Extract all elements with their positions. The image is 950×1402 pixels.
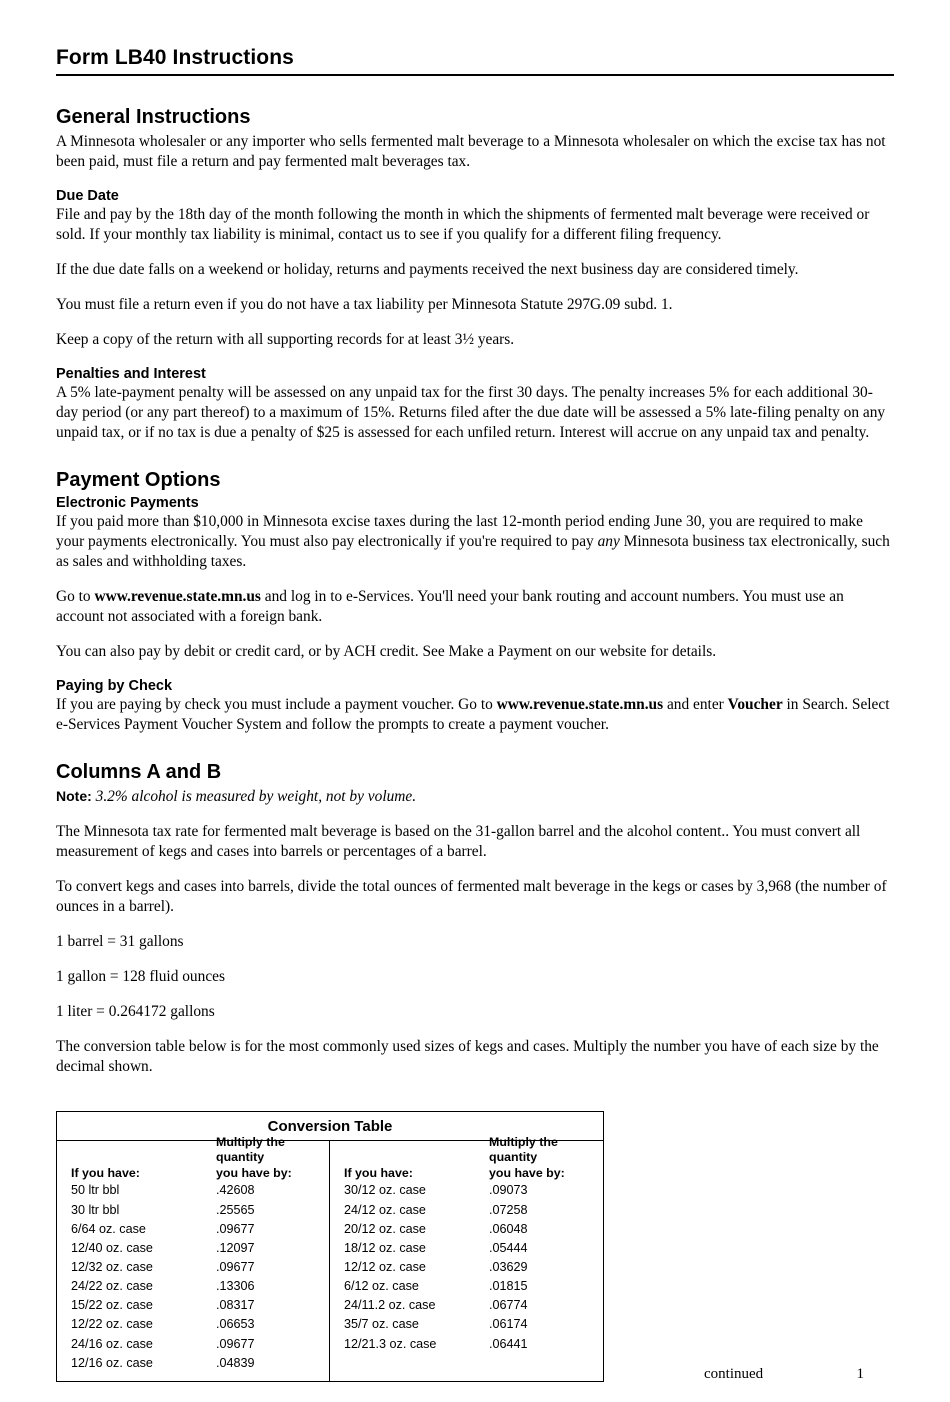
electronic-p1-part1: If you paid more than $10,000 in Minnesota excise taxes during the last 12-month period ending June 30, you are required to make your payments electronically. You must also pay electronically if you're required to pay <box>56 513 863 551</box>
footer-continued: continued <box>704 1365 764 1382</box>
header-multiply-left <box>216 1135 315 1182</box>
row-size: 18/12 oz. case <box>344 1240 426 1255</box>
conversion-table-header-right <box>344 1134 589 1181</box>
electronic-p1-emphasis: any <box>597 533 620 551</box>
page-title: Form LB40 Instructions <box>56 46 294 69</box>
note-text: 3.2% alcohol is measured by weight, not by volume. <box>95 788 417 806</box>
row-factor: .06441 <box>489 1336 528 1351</box>
check-p1-part1: If you are paying by check you must include a payment voucher. Go to <box>56 696 497 714</box>
row-size: 12/16 oz. case <box>71 1355 153 1370</box>
header-multiply-right-line1: Multiply the quantity <box>489 1134 558 1165</box>
row-size: 24/12 oz. case <box>344 1202 426 1217</box>
header-multiply-left-line2: you have by: <box>216 1165 292 1180</box>
row-factor: .06774 <box>489 1298 528 1313</box>
header-if-you-have-left: If you have: <box>71 1165 140 1180</box>
table-row <box>344 1296 589 1315</box>
row-factor: .03629 <box>489 1260 528 1274</box>
table-row <box>71 1220 315 1239</box>
heading-due-date: Due Date <box>56 188 119 205</box>
conversion-table-right-rows <box>344 1181 589 1353</box>
row-size: 6/12 oz. case <box>344 1279 419 1294</box>
table-row <box>71 1258 315 1277</box>
row-size: 20/12 oz. case <box>344 1221 426 1236</box>
row-size: 12/12 oz. case <box>344 1260 426 1274</box>
row-factor: .25565 <box>216 1202 255 1217</box>
note-label: Note: <box>56 788 92 805</box>
row-factor: .08317 <box>216 1298 255 1313</box>
conversion-gallon-ounces: 1 gallon = 128 fluid ounces <box>56 968 225 986</box>
conversion-table-right-column <box>330 1134 603 1380</box>
conversion-table-title: Conversion Table <box>57 1112 603 1141</box>
row-size: 6/64 oz. case <box>71 1221 146 1236</box>
row-size: 12/40 oz. case <box>71 1240 153 1255</box>
electronic-payments-paragraph-3: You can also pay by debit or credit card, or by ACH credit. See Make a Payment on our website for details. <box>56 643 717 661</box>
table-row <box>344 1220 589 1239</box>
table-row <box>344 1181 589 1200</box>
heading-payment-options: Payment Options <box>56 469 221 492</box>
check-p1-part3: in Search. Select e-Services Payment Voucher System and follow the prompts to create a payment voucher. <box>56 696 890 734</box>
table-row <box>344 1239 589 1258</box>
table-row <box>71 1354 315 1373</box>
columns-paragraph-2: To convert kegs and cases into barrels, divide the total ounces of fermented malt beverage in the kegs or cases by 3,968 (the number of ounces in a barrel). <box>56 878 887 916</box>
general-instructions-intro: A Minnesota wholesaler or any importer who sells fermented malt beverage to a Minnesota wholesaler on which the excise tax has not been paid, must file a return and pay fermented malt beverages tax. <box>56 133 886 171</box>
table-row <box>71 1296 315 1315</box>
row-factor: .04839 <box>216 1355 255 1370</box>
table-row <box>71 1315 315 1334</box>
table-row <box>344 1277 589 1296</box>
row-factor: .42608 <box>216 1183 255 1198</box>
row-factor: .06048 <box>489 1221 528 1236</box>
table-row <box>71 1277 315 1296</box>
row-factor: .13306 <box>216 1279 255 1294</box>
table-row <box>344 1335 589 1354</box>
row-size: 12/22 oz. case <box>71 1317 153 1332</box>
electronic-payments-paragraph-1 <box>56 512 894 572</box>
title-divider <box>56 74 894 76</box>
due-date-paragraph-3: You must file a return even if you do not have a tax liability per Minnesota Statute 297G.09 subd. 1. <box>56 296 673 314</box>
row-factor: .09677 <box>216 1260 255 1274</box>
row-size: 15/22 oz. case <box>71 1298 153 1313</box>
revenue-website-link[interactable]: www.revenue.state.mn.us <box>94 588 261 606</box>
row-size: 24/16 oz. case <box>71 1336 153 1351</box>
due-date-paragraph-1: File and pay by the 18th day of the month following the month in which the shipments of fermented malt beverage were received or sold. If your monthly tax liability is minimal, contact us to see if you qualify for a different filing frequency. <box>56 206 870 244</box>
conversion-barrel-gallons: 1 barrel = 31 gallons <box>56 933 184 951</box>
table-row <box>344 1315 589 1334</box>
table-row <box>344 1201 589 1220</box>
conversion-table-left-rows <box>71 1181 315 1372</box>
table-row <box>71 1239 315 1258</box>
row-size: 50 ltr bbl <box>71 1183 120 1198</box>
columns-note <box>56 787 894 807</box>
voucher-keyword: Voucher <box>727 696 783 714</box>
heading-general-instructions: General Instructions <box>56 106 251 128</box>
header-multiply-left-line1: Multiply the quantity <box>216 1134 285 1165</box>
table-row <box>344 1258 589 1277</box>
check-p1-part2: and enter <box>663 696 728 714</box>
row-factor: .07258 <box>489 1202 528 1217</box>
row-size: 12/32 oz. case <box>71 1260 153 1274</box>
row-size: 24/11.2 oz. case <box>344 1298 436 1313</box>
row-factor: .09677 <box>216 1221 255 1236</box>
electronic-p2-part1: Go to <box>56 588 95 606</box>
conversion-liter-gallons: 1 liter = 0.264172 gallons <box>56 1003 215 1021</box>
header-if-you-have-right: If you have: <box>344 1165 413 1180</box>
heading-columns-a-and-b: Columns A and B <box>56 761 222 784</box>
row-factor: .05444 <box>489 1240 528 1255</box>
conversion-table-left-column <box>57 1134 330 1380</box>
electronic-payments-paragraph-2 <box>56 587 894 627</box>
row-factor: .09073 <box>489 1183 528 1198</box>
header-multiply-right-line2: you have by: <box>489 1165 565 1180</box>
conversion-table <box>56 1111 604 1381</box>
table-row <box>71 1201 315 1220</box>
row-factor: .01815 <box>489 1279 528 1294</box>
row-factor: .09677 <box>216 1336 255 1351</box>
heading-penalties-and-interest: Penalties and Interest <box>56 366 206 383</box>
row-factor: .12097 <box>216 1240 255 1255</box>
electronic-p2-part2: and log in to e-Services. You'll need your bank routing and account numbers. You must use an account not associated with a foreign bank. <box>56 588 844 626</box>
due-date-paragraph-4: Keep a copy of the return with all supporting records for at least 3½ years. <box>56 331 515 349</box>
paying-by-check-paragraph <box>56 695 894 735</box>
conversion-table-header-left <box>71 1134 315 1181</box>
row-size: 30 ltr bbl <box>71 1202 120 1217</box>
columns-paragraph-6: The conversion table below is for the most commonly used sizes of kegs and cases. Multiply the number you have of each size by the decimal shown. <box>56 1038 879 1076</box>
columns-paragraph-1: The Minnesota tax rate for fermented malt beverage is based on the 31-gallon barrel and the alcohol content.. You must convert all measurement of kegs and cases into barrels or percentages of a barrel. <box>56 823 861 861</box>
row-factor: .06653 <box>216 1317 255 1332</box>
row-size: 12/21.3 oz. case <box>344 1336 437 1351</box>
revenue-website-link-2[interactable]: www.revenue.state.mn.us <box>496 696 664 714</box>
heading-electronic-payments: Electronic Payments <box>56 495 199 512</box>
row-size: 35/7 oz. case <box>344 1317 419 1332</box>
electronic-p1-part2: Minnesota business tax electronically, such as sales and withholding taxes. <box>56 533 890 571</box>
table-row <box>71 1181 315 1200</box>
row-size: 30/12 oz. case <box>344 1183 426 1198</box>
heading-paying-by-check: Paying by Check <box>56 678 173 695</box>
row-factor: .06174 <box>489 1317 528 1332</box>
footer-page-number: 1 <box>856 1365 864 1382</box>
row-size: 24/22 oz. case <box>71 1279 153 1294</box>
penalties-paragraph: A 5% late-payment penalty will be assessed on any unpaid tax for the first 30 days. The penalty increases 5% for each additional 30-day period (or any part thereof) to a maximum of 15%. Returns filed after the due date will be assessed a 5% late-filing penalty on any unpaid tax, or if no tax is due a penalty of $25 is assessed for each unfiled return. Interest will accrue on any unpaid tax and penalty. <box>56 384 886 442</box>
header-multiply-right <box>489 1135 589 1182</box>
due-date-paragraph-2: If the due date falls on a weekend or holiday, returns and payments received the next business day are considered timely. <box>56 261 799 279</box>
table-row <box>71 1335 315 1354</box>
